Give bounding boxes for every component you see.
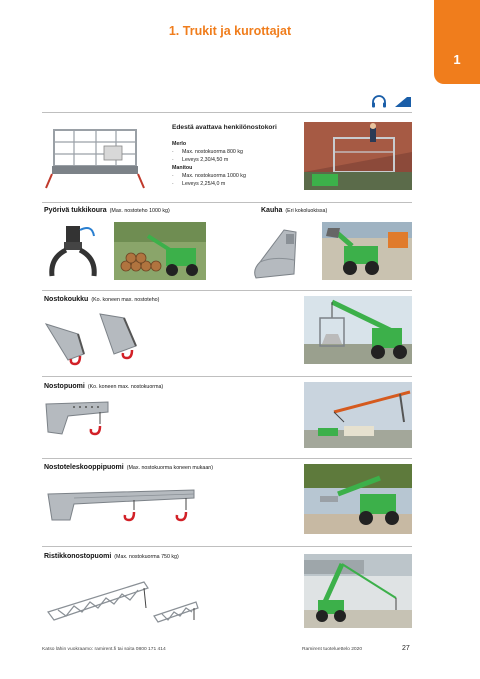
- hook-title: [44, 296, 159, 303]
- section-note: (Max. nostoteho 1000 kg): [109, 208, 170, 214]
- section-note: (Ko. koneen max. nostoteho): [91, 297, 160, 303]
- bucket-photo: [322, 222, 412, 280]
- footer-contact: Katso lähin vuokraamo: ramirent.fi tai soita 0800 171 414: [42, 647, 166, 652]
- page-number: 27: [402, 645, 410, 652]
- page-title: 1. Trukit ja kurottajat: [168, 24, 292, 38]
- telescopic-title: [44, 464, 213, 471]
- headphones-icon: [370, 94, 388, 108]
- ramp-icon: [394, 94, 412, 108]
- truss-title: [44, 553, 179, 560]
- section-note: (Eri kokoluokissa): [285, 208, 328, 214]
- basket-spec: [172, 124, 302, 188]
- telescopic-photo: [304, 464, 412, 534]
- jib-photo: [304, 382, 412, 448]
- spec-item: · Leveys 2,30/4,50 m: [172, 156, 302, 164]
- section-title: Nostopuomi: [44, 383, 85, 390]
- jib-product-image: [44, 398, 114, 454]
- divider: [42, 290, 412, 291]
- basket-photo: [304, 122, 412, 190]
- basket-product-image: [44, 122, 146, 190]
- divider: [42, 458, 412, 459]
- bucket-title: [261, 207, 327, 214]
- truss-product-image: [44, 572, 204, 632]
- rotator-product-image: [44, 222, 104, 282]
- section-title: Nostoteleskooppipuomi: [44, 464, 124, 471]
- section-note: (Max. nostokuorma 750 kg): [114, 554, 179, 560]
- hook-product-image: [44, 310, 144, 370]
- spec-item: · Max. nostokuorma 800 kg: [172, 148, 302, 156]
- spec-item: · Max. nostokuorma 1000 kg: [172, 172, 302, 180]
- rotator-title: [44, 207, 170, 214]
- rotator-photo: [114, 222, 206, 280]
- section-title: Edestä avattava henkilönostokori: [172, 124, 277, 131]
- telescopic-product-image: [44, 480, 204, 540]
- brand-name: Manitou: [172, 165, 193, 171]
- hook-photo: [304, 296, 412, 364]
- divider: [42, 376, 412, 377]
- divider: [42, 112, 412, 113]
- section-title: Pyörivä tukkikoura: [44, 207, 107, 214]
- section-title: Kauha: [261, 207, 283, 214]
- spec-item: · Leveys 2,25/4,0 m: [172, 180, 302, 188]
- brand-name: Merlo: [172, 141, 187, 147]
- bucket-product-image: [250, 226, 300, 280]
- section-note: (Ko. koneen max. nostokuorma): [87, 384, 164, 390]
- section-title: Ristikkonostopuomi: [44, 553, 112, 560]
- divider: [42, 546, 412, 547]
- section-note: (Max. nostokuorma koneen mukaan): [126, 465, 213, 471]
- jib-title: [44, 383, 163, 390]
- footer-catalog: Ramirent tuoteluettelo 2020: [302, 647, 363, 652]
- truss-photo: [304, 554, 412, 628]
- divider: [42, 202, 412, 203]
- chapter-tab: 1: [434, 0, 480, 84]
- info-icons: [370, 94, 412, 108]
- section-title: Nostokoukku: [44, 296, 89, 303]
